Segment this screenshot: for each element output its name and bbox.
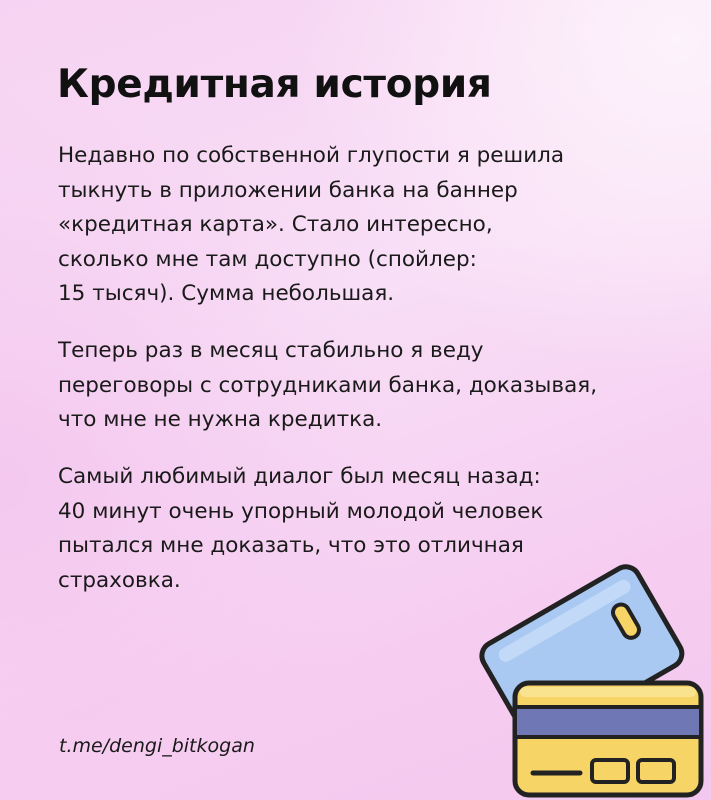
paragraph-intro (58, 139, 564, 312)
text-line: 15 тысяч). Сумма небольшая. (58, 281, 395, 306)
text-line: «кредитная карта». Стало интересно, (58, 212, 493, 237)
text-line: что мне не нужна кредитка. (58, 407, 383, 432)
text-line: Самый любимый диалог был месяц назад: (58, 464, 541, 489)
yellow-card (515, 683, 701, 795)
text-line: тыкнуть в приложении банка на баннер (58, 177, 518, 203)
text-line: страховка. (58, 567, 181, 593)
paragraph-negotiations (58, 334, 597, 438)
text-line: Недавно по собственной глупости я решила (58, 143, 565, 168)
post-title: Кредитная история (57, 62, 492, 107)
text-line: 40 минут очень упорный молодой человек (58, 498, 544, 524)
text-line: сколько мне там доступно (спойлер: (58, 246, 477, 272)
text-line: переговоры с сотрудниками банка, доказывая, (58, 372, 598, 398)
text-line: Теперь раз в месяц стабильно я веду (58, 338, 484, 363)
credit-cards-icon (468, 555, 711, 800)
channel-link[interactable]: t.me/dengi_bitkogan (59, 735, 255, 757)
text-line: пытался мне доказать, что это отличная (58, 533, 524, 558)
